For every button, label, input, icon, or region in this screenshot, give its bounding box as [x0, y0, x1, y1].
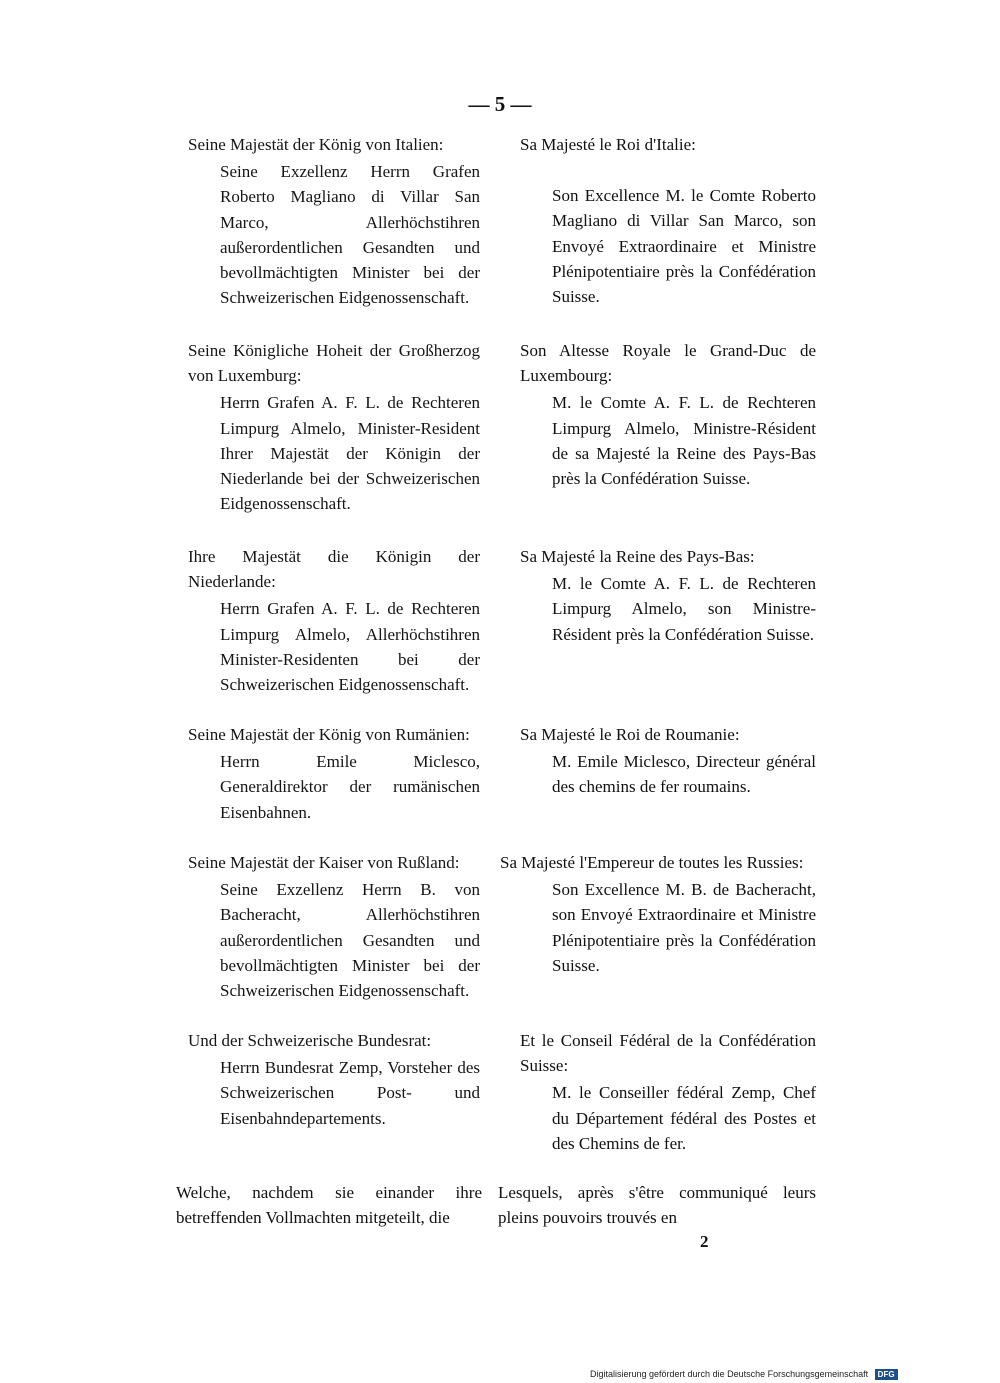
german-sovereign: Seine Majestät der Kaiser von Rußland:: [188, 853, 460, 872]
french-sovereign: Et le Conseil Fédéral de la Confédération Suisse:: [520, 1031, 816, 1076]
footer-credit: [590, 1369, 898, 1380]
french-delegate: Son Excellence M. le Comte Roberto Magliano di Villar San Marco, son Envoyé Extraordinaire et Ministre Plénipotentiaire près la Confédération Suisse.: [552, 186, 816, 307]
french-entry-russia: [500, 850, 816, 978]
german-entry-romania: [188, 722, 480, 825]
french-delegate: M. le Comte A. F. L. de Rechteren Limpurg Almelo, Ministre-Résident de sa Majesté la Reine des Pays-Bas près la Confédération Suisse.: [552, 393, 816, 489]
german-entry-switzerland: [188, 1028, 480, 1131]
dfg-logo-icon: DFG: [875, 1369, 898, 1380]
german-closing-block: [176, 1180, 482, 1230]
french-delegate: M. Emile Miclesco, Directeur général des chemins de fer roumains.: [552, 752, 816, 797]
french-entry-italy: [520, 132, 816, 309]
german-delegate: Seine Exzellenz Herrn B. von Bacheracht, Allerhöchstihren außerordentlichen Gesandten und bevollmächtigten Minister bei der Schweizerischen Eidgenossenschaft.: [220, 880, 480, 1001]
french-delegate: M. le Comte A. F. L. de Rechteren Limpurg Almelo, son Ministre-Résident près la Confédération Suisse.: [552, 574, 816, 644]
french-entry-luxembourg: [520, 338, 816, 491]
french-delegate: M. le Conseiller fédéral Zemp, Chef du Département fédéral des Postes et des Chemins de fer.: [552, 1083, 816, 1153]
signature-mark: 2: [700, 1232, 709, 1251]
french-entry-netherlands: [520, 544, 816, 647]
german-delegate: Herrn Emile Miclesco, Generaldirektor der rumänischen Eisenbahnen.: [220, 752, 480, 822]
german-sovereign: Seine Majestät der König von Rumänien:: [188, 725, 470, 744]
page-number: — 5 —: [468, 92, 532, 116]
german-entry-russia: [188, 850, 480, 1003]
french-sovereign: Sa Majesté la Reine des Pays-Bas:: [520, 547, 755, 566]
french-entry-romania: [520, 722, 816, 800]
french-sovereign: Sa Majesté l'Empereur de toutes les Russies:: [500, 853, 804, 872]
french-entry-switzerland: [520, 1028, 816, 1156]
german-closing-text: Welche, nachdem sie einander ihre betreffenden Vollmachten mitgeteilt, die: [176, 1183, 482, 1228]
german-sovereign: Seine Königliche Hoheit der Großherzog von Luxemburg:: [188, 341, 480, 386]
german-sovereign: Und der Schweizerische Bundesrat:: [188, 1031, 432, 1050]
french-sovereign: Son Altesse Royale le Grand-Duc de Luxembourg:: [520, 341, 816, 386]
german-entry-italy: [188, 132, 480, 310]
german-delegate: Herrn Grafen A. F. L. de Rechteren Limpurg Almelo, Allerhöchstihren Minister-Residenten bei der Schweizerischen Eidgenossenschaft.: [220, 599, 480, 695]
french-delegate: Son Excellence M. B. de Bacheracht, son Envoyé Extraordinaire et Ministre Plénipotentiaire près la Confédération Suisse.: [552, 880, 816, 975]
german-delegate: Herrn Bundesrat Zemp, Vorsteher des Schweizerischen Post- und Eisenbahndepartements.: [220, 1058, 480, 1128]
german-entry-luxembourg: [188, 338, 480, 516]
german-delegate: Seine Exzellenz Herrn Grafen Roberto Magliano di Villar San Marco, Allerhöchstihren außerordentlichen Gesandten und bevollmächtigten Minister bei der Schweizerischen Eidgenossenschaft.: [220, 162, 480, 308]
german-sovereign: Seine Majestät der König von Italien:: [188, 135, 444, 154]
french-sovereign: Sa Majesté le Roi d'Italie:: [520, 135, 696, 154]
french-closing-block: [498, 1180, 816, 1230]
german-sovereign: Ihre Majestät die Königin der Niederlande:: [188, 547, 480, 592]
french-sovereign: Sa Majesté le Roi de Roumanie:: [520, 725, 740, 744]
footer-text: Digitalisierung gefördert durch die Deutsche Forschungsgemeinschaft: [590, 1369, 869, 1379]
french-closing-text: Lesquels, après s'être communiqué leurs pleins pouvoirs trouvés en: [498, 1183, 816, 1228]
german-delegate: Herrn Grafen A. F. L. de Rechteren Limpurg Almelo, Minister-Resident Ihrer Majestät der Königin der Niederlande bei der Schweizerischen Eidgenossenschaft.: [220, 393, 480, 514]
german-entry-netherlands: [188, 544, 480, 697]
